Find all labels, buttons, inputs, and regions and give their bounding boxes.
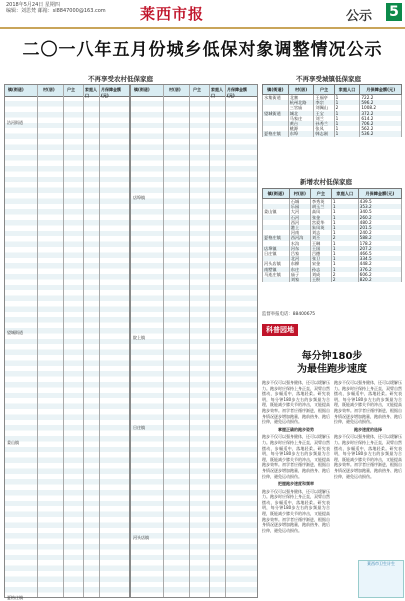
col-town: 镇(街道) — [263, 85, 289, 95]
editor-line: 编辑：刘思梵 邮箱：sl8847000@163.com — [6, 8, 106, 14]
article-headline — [262, 350, 402, 376]
table-cell: 店埠镇 — [263, 246, 290, 251]
col-amount: 月保障金额(元) — [358, 189, 401, 199]
table-cell: 1 — [331, 199, 358, 205]
table-cell: 240.2 — [358, 230, 401, 235]
reporter-phone: 监督举报电话：88400675 — [262, 312, 316, 317]
table-cell: 353.2 — [358, 204, 401, 209]
article-title-line1: 每分钟180步 — [301, 351, 363, 362]
table-cell: 孙秀兰 — [314, 121, 334, 126]
table-cell: 2 — [334, 105, 360, 110]
table-cell: 张卫 — [310, 256, 331, 261]
table-cell: 韩志刚 — [314, 131, 334, 136]
col-size: 家庭人口 — [85, 87, 97, 98]
table-cell: 黄台 — [288, 121, 314, 126]
table-cell: 宋金 — [310, 261, 331, 266]
section-title: 公示 — [346, 9, 373, 24]
table-cell: 2 — [331, 235, 358, 240]
col-head: 户主 — [193, 87, 201, 92]
table-cell: 王国 — [310, 246, 331, 251]
table-cell: 1 — [331, 225, 358, 230]
table-cell: 刘志 — [310, 230, 331, 235]
table-cell: 东柳 — [289, 261, 310, 266]
table-cell: 宫爱华 — [310, 220, 331, 225]
table-cell: 王福亭 — [314, 95, 334, 101]
table-cell: 石城 — [289, 199, 310, 205]
article-column-2 — [334, 380, 402, 556]
table-cell: 刘成 — [310, 272, 331, 277]
table-cell: 376.2 — [358, 267, 401, 272]
rural-table-title: 不再享受农村低保家庭 — [88, 75, 153, 83]
page-headline: 二〇一八年五月份城乡低保对象调整情况公示 — [22, 40, 383, 60]
table-cell: 722.2 — [360, 95, 402, 101]
table-cell: 桃源 — [288, 126, 314, 131]
town-label-4: 夏格庄镇 — [7, 595, 23, 600]
table-cell: 588.2 — [358, 235, 401, 240]
col-village: 村(居) — [288, 85, 314, 95]
article-column-1 — [262, 380, 330, 595]
col-village: 村(居) — [43, 87, 55, 92]
table-cell: 820.2 — [358, 277, 401, 282]
table-cell: 刘丕 — [310, 235, 331, 240]
table-cell — [263, 277, 290, 282]
col-head: 户主 — [67, 87, 75, 92]
town-label-8: 河头店镇 — [133, 535, 149, 540]
table-cell: 东庄 — [289, 267, 310, 272]
table-cell: 606.2 — [358, 272, 401, 277]
article-body-4: 跑步不仅可以强身健体，还可以缓解压力。跑步时应保持上身正直，双臂自然摆动，步幅适中，落地轻柔。研究表明，每分钟180步左右的步频最为合理，既能减少膝关节的冲击，又能提高跑步效率。初学者应循序渐进，根据自身情况逐步增加跑量，跑前热身、跑后拉伸，避免运动损伤。 — [334, 380, 402, 425]
table-cell: 201.5 — [358, 225, 401, 230]
table-cell: 城北 — [288, 111, 314, 116]
col-head: 户主 — [310, 189, 331, 199]
page-header — [0, 0, 405, 29]
table-cell: 刘家 — [289, 277, 310, 282]
table-cell: 334.5 — [358, 256, 401, 261]
col-town: 镇(街道) — [134, 87, 150, 92]
table-cell: 王琳 — [310, 241, 331, 246]
table-cell: 562.2 — [360, 126, 402, 131]
rural-right-header — [131, 85, 257, 97]
table-cell: 480.2 — [358, 220, 401, 225]
table-cell: 南墅镇 — [263, 267, 290, 272]
table-cell: 614.2 — [360, 116, 402, 121]
article-body-3: 跑步不仅可以强身健体，还可以缓解压力。跑步时应保持上身正直，双臂自然摆动，步幅适中，落地轻柔。研究表明，每分钟180步左右的步频最为合理，既能减少膝关节的冲击，又能提高跑步效率。初学者应循序渐进，根据自身情况逐步增加跑量，跑前热身、跑后拉伸，避免运动损伤。 — [262, 488, 330, 533]
table-cell: 北河 — [289, 256, 310, 261]
town-label-3: 姜山镇 — [7, 440, 19, 445]
table-cell: 706.2 — [360, 121, 402, 126]
col-size: 家庭人口 — [331, 189, 358, 199]
masthead-logo: 莱西市报 — [140, 5, 205, 23]
rural-left-header — [5, 85, 129, 97]
table-cell: 1 — [331, 246, 358, 251]
table-cell: 李秀英 — [310, 199, 331, 205]
promo-text: 莱西市卫生计生 — [367, 561, 395, 566]
table-cell: 刘兰 — [314, 116, 334, 121]
table-cell: 1 — [331, 251, 358, 256]
article-title-line2: 为最佳跑步速度 — [297, 364, 367, 375]
table-cell: 三官庙 — [288, 105, 314, 110]
table-cell: 马家庄 — [288, 116, 314, 121]
article-subhead-1: 掌握正确的跑步姿势 — [278, 426, 314, 432]
table-cell: 536.2 — [360, 131, 402, 136]
new-rural-table-title: 新增农村低保家庭 — [300, 178, 352, 186]
table-cell: 李宗 — [314, 100, 334, 105]
town-label-2: 望城街道 — [7, 330, 23, 335]
table-cell: 吕家 — [289, 251, 310, 256]
table-row — [263, 131, 402, 136]
urban-table — [262, 84, 402, 137]
table-cell: 河南 — [289, 230, 310, 235]
article-body-2: 跑步不仅可以强身健体，还可以缓解压力。跑步时应保持上身正直，双臂自然摆动，步幅适中，落地轻柔。研究表明，每分钟180步左右的步频最为合理，既能减少膝关节的冲击，又能提高跑步效率。初学者应循序渐进，根据自身情况逐步增加跑量，跑前热身、跑后拉伸，避免运动损伤。 — [262, 434, 330, 479]
article-subhead-2: 跑步速度的选择 — [354, 426, 382, 432]
table-cell: 1 — [334, 95, 360, 101]
col-town: 镇(街道) — [8, 87, 24, 92]
table-cell: 439.5 — [358, 199, 401, 205]
table-cell: 1 — [334, 126, 360, 131]
table-cell: 孙志 — [310, 267, 331, 272]
rural-table-right — [130, 84, 258, 598]
table-cell: 596.2 — [360, 100, 402, 105]
issue-date — [6, 2, 106, 14]
table-cell: 夏格庄镇 — [263, 131, 289, 136]
table-cell: 372.2 — [360, 111, 402, 116]
urban-table-title: 不再享受城镇低保家庭 — [296, 75, 361, 83]
table-cell: 1 — [334, 121, 360, 126]
table-cell: 448.2 — [358, 261, 401, 266]
table-cell: 杭州北路 — [288, 100, 314, 105]
col-amount: 月保障金额(元) — [227, 87, 247, 98]
table-cell: 1 — [331, 256, 358, 261]
col-village: 村(居) — [169, 87, 181, 92]
promo-badge — [358, 560, 404, 598]
town-label-5: 店埠镇 — [133, 195, 145, 200]
table-cell: 340.5 — [358, 209, 401, 214]
table-cell: 1 — [331, 261, 358, 266]
table-cell: 日庄镇 — [263, 251, 290, 256]
table-cell: 石河 — [289, 215, 310, 220]
table-cell: 178.2 — [358, 241, 401, 246]
col-size: 家庭人口 — [334, 85, 360, 95]
table-cell: 1 — [331, 204, 358, 209]
table-cell: 1 — [334, 116, 360, 121]
town-label-6: 院上镇 — [133, 335, 145, 340]
table-cell: 张凤 — [314, 126, 334, 131]
table-cell: 207.2 — [358, 246, 401, 251]
col-size: 家庭人口 — [211, 87, 223, 98]
col-amount: 月保障金额(元) — [360, 85, 402, 95]
table-cell: 大河 — [289, 209, 310, 214]
table-cell: 260.2 — [358, 215, 401, 220]
col-village: 村(居) — [289, 189, 310, 199]
article-body-5: 跑步不仅可以强身健体，还可以缓解压力。跑步时应保持上身正直，双臂自然摆动，步幅适中，落地轻柔。研究表明，每分钟180步左右的步频最为合理，既能减少膝关节的冲击，又能提高跑步效率。初学者应循序渐进，根据自身情况逐步增加跑量，跑前热身、跑后拉伸，避免运动损伤。 — [334, 434, 402, 479]
table-cell: 高凤 — [310, 209, 331, 214]
town-label-7: 日庄镇 — [133, 425, 145, 430]
table-cell: 1 — [331, 241, 358, 246]
table-cell: 马连庄镇 — [263, 272, 290, 277]
table-cell: 1 — [331, 220, 358, 225]
table-cell: 466.5 — [358, 251, 401, 256]
table-cell: 河头店镇 — [263, 261, 290, 266]
article-subhead-3: 把握跑步速度和频率 — [278, 481, 314, 487]
table-cell: 刘佩山 — [314, 105, 334, 110]
table-cell: 河东 — [289, 246, 310, 251]
col-town: 镇(街道) — [263, 189, 290, 199]
table-cell: 2 — [331, 277, 358, 282]
new-rural-table — [262, 188, 402, 282]
table-cell: 1 — [334, 100, 360, 105]
table-cell: 1 — [334, 131, 360, 136]
table-cell: 张金 — [310, 215, 331, 220]
table-cell: 朱凤英 — [310, 225, 331, 230]
date-line: 2018年5月24日 星期四 — [6, 2, 60, 8]
table-cell: 港上 — [289, 225, 310, 230]
table-cell: 夏格庄镇 — [263, 235, 290, 240]
table-cell: 庙子 — [289, 272, 310, 277]
table-cell: 西河 — [289, 220, 310, 225]
table-cell: 1 — [331, 209, 358, 214]
table-cell: 王宝 — [314, 111, 334, 116]
table-cell: 北寨 — [288, 95, 314, 101]
table-cell: 望城街道 — [263, 111, 289, 116]
science-column-tag: 科普园地 — [262, 324, 298, 336]
rural-table-left — [4, 84, 130, 598]
table-cell: 1 — [334, 111, 360, 116]
table-cell: 胡玉兰 — [310, 204, 331, 209]
table-cell: 1 — [331, 230, 358, 235]
table-cell: 水集街道 — [263, 95, 289, 101]
table-cell: 东埠 — [288, 131, 314, 136]
article-body-1: 跑步不仅可以强身健体，还可以缓解压力。跑步时应保持上身正直，双臂自然摆动，步幅适中，落地轻柔。研究表明，每分钟180步左右的步频最为合理，既能减少膝关节的冲击，又能提高跑步效率。初学者应循序渐进，根据自身情况逐步增加跑量，跑前热身、跑后拉伸，避免运动损伤。 — [262, 380, 330, 425]
town-label-1: 沽河街道 — [7, 120, 23, 125]
table-cell: 1008.2 — [360, 105, 402, 110]
table-cell: 姜山镇 — [263, 209, 290, 214]
table-cell: 乐园 — [289, 204, 310, 209]
table-cell: 1 — [331, 215, 358, 220]
table-cell: 西河沟 — [289, 235, 310, 240]
table-row — [263, 277, 402, 282]
col-head: 户主 — [314, 85, 334, 95]
table-cell: 2 — [331, 272, 358, 277]
table-cell: 王积 — [310, 277, 331, 282]
col-amount: 月保障金额(元) — [101, 87, 121, 98]
page-number: 5 — [386, 3, 402, 21]
table-cell: 1 — [331, 267, 358, 272]
table-cell: 水沟 — [289, 241, 310, 246]
table-cell: 吕德 — [310, 251, 331, 256]
